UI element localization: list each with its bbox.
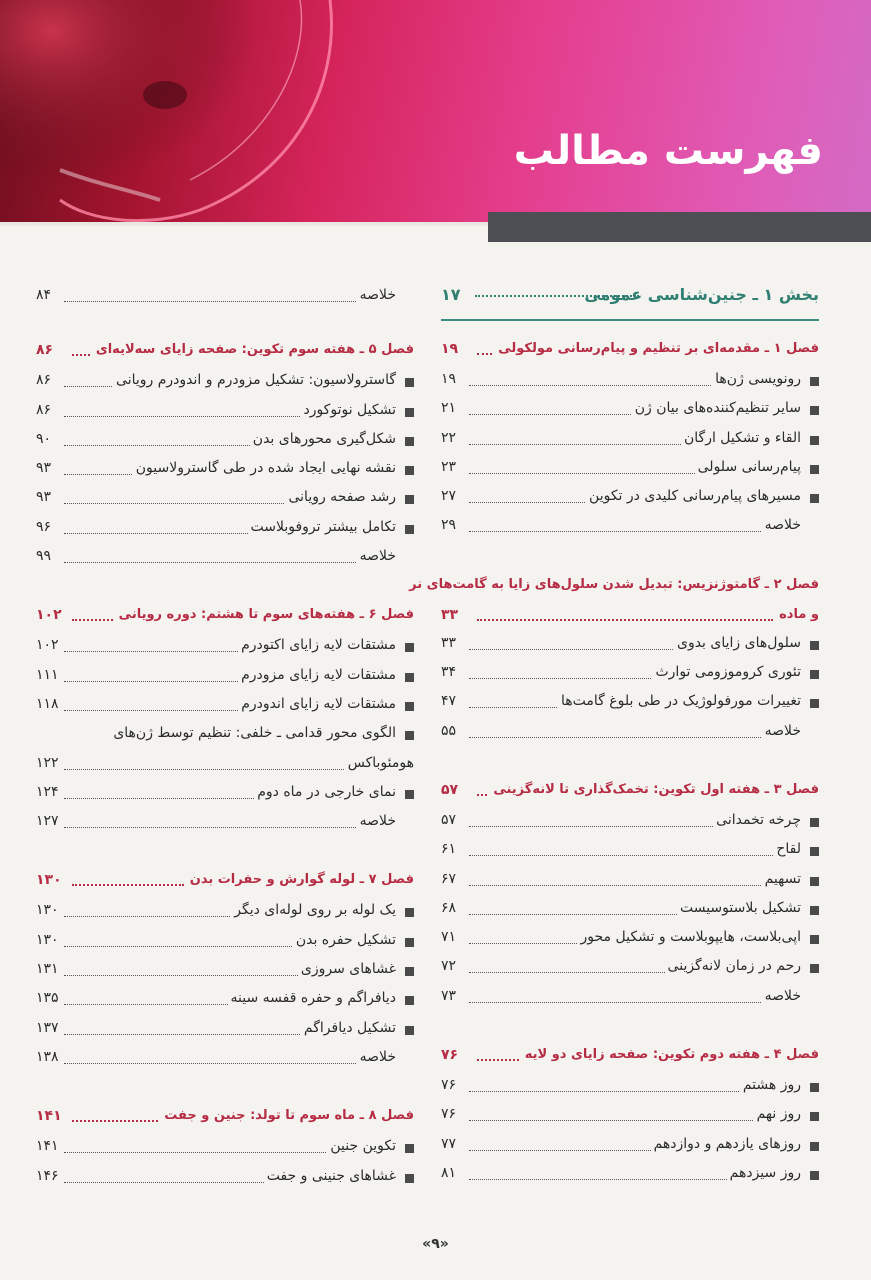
toc-entry[interactable] [441, 396, 819, 425]
dot-leader [477, 794, 487, 796]
entry-page-number: ۸۴ [36, 287, 54, 303]
bullet-square-icon [405, 437, 414, 446]
dot-leader [469, 885, 801, 886]
toc-entry[interactable] [441, 484, 819, 513]
toc-left-column [36, 283, 414, 1223]
dot-leader [477, 1059, 519, 1061]
entry-page-number: ۲۲ [441, 430, 459, 446]
entry-title: گاسترولاسیون: تشکیل مزودرم و اندودرم رویانی [113, 372, 396, 388]
toc-entry[interactable] [441, 867, 819, 896]
toc-entry[interactable] [36, 1045, 414, 1074]
bullet-square-icon [405, 378, 414, 387]
entry-page-number: ۹۳ [36, 460, 54, 476]
toc-entry[interactable] [36, 456, 414, 485]
entry-page-number: ۱۱۸ [36, 696, 62, 712]
chapter-title: فصل ۱ ـ مقدمه‌ای بر تنظیم و پیام‌رسانی مولکولی [498, 341, 819, 356]
bullet-square-icon [810, 935, 819, 944]
dot-leader [469, 1002, 801, 1003]
header-accent-bar [488, 212, 871, 242]
entry-title: غشاهای جنینی و جفت [264, 1168, 396, 1184]
chapter-title: فصل ۲ ـ گامتوژنزیس: تبدیل شدن سلول‌های زایا به گامت‌های نر [409, 576, 819, 592]
entry-title: خلاصه [762, 988, 801, 1004]
toc-entry[interactable] [36, 544, 414, 573]
entry-title: غشاهای سروزی [298, 961, 396, 977]
dot-leader [72, 884, 184, 886]
toc-entry[interactable] [36, 721, 414, 750]
entry-page-number: ۸۶ [36, 372, 54, 388]
page-number: «۹» [422, 1236, 449, 1252]
entry-page-number: ۲۹ [441, 517, 459, 533]
toc-entry[interactable] [36, 398, 414, 427]
bullet-square-icon [810, 964, 819, 973]
entry-page-number: ۱۲۴ [36, 784, 62, 800]
bullet-square-icon [405, 1174, 414, 1183]
entry-title: سلول‌های زایای بدوی [674, 635, 801, 651]
toc-entry[interactable] [441, 984, 819, 1013]
entry-title: تشکیل حفره بدن [293, 932, 396, 948]
toc-right-column [409, 283, 819, 1220]
entry-page-number: ۷۲ [441, 958, 459, 974]
bullet-square-icon [405, 1144, 414, 1153]
entry-title: خلاصه [762, 517, 801, 533]
entry-page-number: ۹۹ [36, 548, 54, 564]
dot-leader [64, 1063, 396, 1064]
entry-page-number: ۷۶ [441, 1106, 459, 1122]
entry-page-number: ۳۴ [441, 664, 459, 680]
entry-page-number: ۳۳ [441, 635, 459, 651]
chapter-heading[interactable] [36, 1104, 414, 1134]
entry-title: خلاصه [357, 287, 396, 303]
entry-page-number: ۱۳۷ [36, 1020, 62, 1036]
entry-page-number: ۱۹ [441, 371, 459, 387]
toc-entry[interactable] [441, 954, 819, 983]
entry-page-number: ۱۱۱ [36, 667, 62, 683]
entry-page-number: ۱۲۲ [36, 755, 62, 771]
dot-leader [469, 531, 801, 532]
entry-page-number: ۱۳۵ [36, 990, 62, 1006]
toc-entry[interactable] [441, 1132, 819, 1161]
entry-title: سایر تنظیم‌کننده‌های بیان ژن [632, 400, 801, 416]
toc-entry[interactable] [36, 898, 414, 927]
bullet-square-icon [405, 525, 414, 534]
chapter-page-number: ۳۳ [441, 606, 459, 623]
chapter-heading[interactable] [441, 1043, 819, 1073]
toc-entry[interactable] [441, 689, 819, 718]
dot-leader [64, 562, 396, 563]
entry-page-number: ۲۷ [441, 488, 459, 504]
toc-entry[interactable] [441, 925, 819, 954]
chapter-heading[interactable] [441, 337, 819, 367]
toc-entry[interactable] [36, 633, 414, 662]
toc-entry[interactable] [441, 896, 819, 925]
dot-leader [477, 619, 773, 621]
chapter-page-number: ۵۷ [441, 781, 459, 798]
bullet-square-icon [810, 906, 819, 915]
entry-title: دیافراگم و حفره قفسه سینه [228, 990, 397, 1006]
toc-entry[interactable] [36, 283, 414, 312]
bullet-square-icon [405, 731, 414, 740]
entry-title: نمای خارجی در ماه دوم [254, 784, 396, 800]
chapter-heading[interactable] [409, 573, 819, 603]
bullet-square-icon [810, 436, 819, 445]
entry-page-number: ۱۳۱ [36, 961, 62, 977]
entry-page-number: ۲۳ [441, 459, 459, 475]
entry-title: تشکیل دیافراگم [301, 1020, 396, 1036]
entry-title: تئوری کروموزومی توارث [652, 664, 801, 680]
entry-title: تکوین جنین [327, 1138, 396, 1154]
chapter-title: فصل ۶ ـ هفته‌های سوم تا هشتم: دوره رویانی [118, 607, 414, 623]
entry-page-number: ۵۵ [441, 723, 459, 739]
toc-entry[interactable] [441, 426, 819, 455]
bullet-square-icon [810, 1171, 819, 1180]
bullet-square-icon [405, 1026, 414, 1035]
entry-title: رونویسی ژن‌ها [712, 371, 801, 387]
entry-page-number: ۹۶ [36, 519, 54, 535]
toc-entry[interactable] [36, 515, 414, 544]
entry-title: نقشه نهایی ایجاد شده در طی گاسترولاسیون [133, 460, 396, 476]
bullet-square-icon [405, 996, 414, 1005]
chapter-section [441, 778, 819, 1013]
entry-title: چرخه تخمدانی [713, 812, 801, 828]
entry-title: تغییرات مورفولوژیک در طی بلوغ گامت‌ها [558, 693, 801, 709]
entry-title: تشکیل نوتوکورد [300, 402, 396, 418]
part-heading [441, 283, 819, 321]
chapter-title: فصل ۳ ـ هفته اول تکوین: تخمک‌گذاری تا لانه‌گزینی [493, 781, 819, 797]
entry-page-number: ۱۳۰ [36, 902, 62, 918]
entry-title: اپی‌بلاست، هایپوبلاست و تشکیل محور [578, 929, 801, 945]
toc-entry[interactable] [36, 1164, 414, 1193]
toc-entry[interactable] [441, 719, 819, 748]
entry-page-number: ۲۱ [441, 400, 459, 416]
entry-title: روز سیزدهم [727, 1165, 801, 1181]
toc-entry[interactable] [36, 957, 414, 986]
entry-title: شکل‌گیری محورهای بدن [250, 431, 396, 447]
entry-title: خلاصه [357, 548, 396, 564]
entry-title: القاء و تشکیل ارگان [681, 430, 801, 446]
entry-page-number: ۱۳۰ [36, 932, 62, 948]
entry-page-number: ۱۰۲ [36, 637, 62, 653]
entry-title: تکامل بیشتر تروفوبلاست [248, 519, 397, 535]
bullet-square-icon [405, 643, 414, 652]
bullet-square-icon [810, 494, 819, 503]
chapter-title: فصل ۸ ـ ماه سوم تا تولد: جنین و جفت [164, 1108, 414, 1124]
toc-entry[interactable] [441, 1102, 819, 1131]
toc-entry[interactable] [36, 368, 414, 397]
bullet-square-icon [810, 818, 819, 827]
bullet-square-icon [810, 847, 819, 856]
toc-entry[interactable] [36, 986, 414, 1015]
toc-entry[interactable] [441, 837, 819, 866]
bullet-square-icon [405, 967, 414, 976]
dot-leader [477, 353, 492, 355]
entry-title: الگوی محور قدامی ـ خلفی: تنظیم توسط ژن‌های [110, 725, 396, 741]
bullet-square-icon [810, 670, 819, 679]
toc-entry[interactable] [441, 660, 819, 689]
part-title: بخش ۱ ـ جنین‌شناسی عمومی [584, 285, 819, 304]
toc-entry[interactable] [441, 455, 819, 484]
bullet-square-icon [405, 495, 414, 504]
chapter-title: فصل ۴ ـ هفته دوم تکوین: صفحه زایای دو لایه [524, 1047, 819, 1063]
entry-page-number: ۸۶ [36, 402, 54, 418]
bullet-square-icon [405, 702, 414, 711]
page-title: فهرست مطالب [513, 128, 823, 174]
entry-title: رشد صفحه رویانی [285, 489, 396, 505]
toc-entry[interactable] [36, 780, 414, 809]
bullet-square-icon [810, 465, 819, 474]
entry-title: پیام‌رسانی سلولی [695, 459, 801, 475]
entry-page-number: ۷۶ [441, 1077, 459, 1093]
toc-entry[interactable] [36, 427, 414, 456]
entry-page-number: ۴۷ [441, 693, 459, 709]
chapter-section [441, 337, 819, 543]
chapter-section [36, 868, 414, 1074]
entry-title: روزهای یازدهم و دوازدهم [651, 1136, 801, 1152]
embryo-illustration [0, 0, 871, 222]
entry-page-number: ۶۷ [441, 871, 459, 887]
dot-leader [72, 619, 113, 621]
toc-entry[interactable] [441, 1161, 819, 1190]
chapter-page-number: ۱۹ [441, 341, 459, 357]
dot-leader [469, 1120, 801, 1121]
toc-entry[interactable] [441, 1073, 819, 1102]
chapter-section [36, 1104, 414, 1193]
chapter-heading[interactable] [36, 868, 414, 898]
bullet-square-icon [405, 466, 414, 475]
chapter-heading-continued[interactable] [441, 603, 819, 631]
bullet-square-icon [810, 1112, 819, 1121]
bullet-square-icon [810, 641, 819, 650]
bullet-square-icon [810, 877, 819, 886]
chapter-title: فصل ۷ ـ لوله گوارش و حفرات بدن [189, 872, 414, 888]
entry-page-number: ۹۰ [36, 431, 54, 447]
dot-leader [469, 737, 801, 738]
dot-leader [469, 855, 801, 856]
toc-entry[interactable] [36, 663, 414, 692]
part-page-number: ۱۷ [441, 285, 461, 304]
chapter-page-number: ۱۳۰ [36, 872, 62, 889]
toc-entry[interactable] [441, 513, 819, 542]
entry-page-number: ۱۲۷ [36, 813, 62, 829]
chapter-heading[interactable] [36, 338, 414, 368]
entry-title: یک لوله بر روی لوله‌ای دیگر [231, 902, 396, 918]
entry-page-number: ۶۱ [441, 841, 459, 857]
entry-title: رحم در زمان لانه‌گزینی [665, 958, 801, 974]
entry-page-number: ۷۳ [441, 988, 459, 1004]
dot-leader [475, 295, 639, 297]
bullet-square-icon [810, 1142, 819, 1151]
entry-page-number: ۶۸ [441, 900, 459, 916]
chapter-title-continued: و ماده [779, 606, 819, 622]
toc-entry[interactable] [36, 809, 414, 838]
bullet-square-icon [405, 408, 414, 417]
entry-page-number: ۷۱ [441, 929, 459, 945]
bullet-square-icon [810, 1083, 819, 1092]
toc-entry[interactable] [441, 631, 819, 660]
bullet-square-icon [405, 938, 414, 947]
bullet-square-icon [405, 790, 414, 799]
dot-leader [72, 354, 90, 356]
toc-entry[interactable] [441, 367, 819, 396]
entry-title: خلاصه [357, 1049, 396, 1065]
bullet-square-icon [810, 377, 819, 386]
entry-page-number: ۱۴۶ [36, 1168, 62, 1184]
chapter-heading[interactable] [441, 778, 819, 808]
toc-entry[interactable] [36, 928, 414, 957]
entry-title: مسیرهای پیام‌رسانی کلیدی در تکوین [586, 488, 801, 504]
entry-page-number: ۱۳۸ [36, 1049, 62, 1065]
entry-title: لقاح [773, 841, 801, 857]
bullet-square-icon [405, 673, 414, 682]
header-banner [0, 0, 871, 222]
toc-entry[interactable] [36, 1016, 414, 1045]
chapter-section [409, 573, 819, 748]
entry-title: مشتقات لایه زایای اندودرم [238, 696, 396, 712]
dot-leader [64, 301, 396, 302]
entry-page-number: ۵۷ [441, 812, 459, 828]
entry-title: هومئوباکس [345, 755, 414, 771]
entry-title: خلاصه [762, 723, 801, 739]
chapter-heading[interactable] [36, 603, 414, 633]
toc-entry[interactable] [441, 808, 819, 837]
chapter-page-number: ۷۶ [441, 1047, 459, 1064]
entry-page-number: ۹۳ [36, 489, 54, 505]
toc-entry[interactable] [36, 692, 414, 721]
entry-title: خلاصه [357, 813, 396, 829]
chapter-page-number: ۸۶ [36, 342, 54, 359]
toc-entry[interactable] [36, 485, 414, 514]
chapter-section [36, 603, 414, 838]
entry-page-number: ۱۴۱ [36, 1138, 62, 1154]
entry-title: روز هشتم [740, 1077, 801, 1093]
bullet-square-icon [405, 908, 414, 917]
toc-entry[interactable] [36, 1134, 414, 1163]
entry-title: مشتقات لایه زایای اکتودرم [238, 637, 396, 653]
chapter-section [441, 1043, 819, 1190]
bullet-square-icon [810, 406, 819, 415]
dot-leader [64, 827, 396, 828]
entry-page-number: ۷۷ [441, 1136, 459, 1152]
entry-title: تشکیل بلاستوسیست [677, 900, 801, 916]
entry-title: مشتقات لایه زایای مزودرم [238, 667, 396, 683]
entry-title: تسهیم [762, 871, 801, 887]
entry-page-number: ۸۱ [441, 1165, 459, 1181]
chapter-page-number: ۱۰۲ [36, 607, 62, 624]
chapter-page-number: ۱۴۱ [36, 1108, 62, 1125]
chapter-title: فصل ۵ ـ هفته سوم تکوین: صفحه زایای سه‌لایه‌ای [95, 342, 414, 358]
bullet-square-icon [810, 699, 819, 708]
dot-leader [72, 1120, 158, 1122]
toc-entry[interactable] [36, 751, 414, 780]
entry-title: روز نهم [754, 1106, 801, 1122]
chapter-section [36, 338, 414, 573]
